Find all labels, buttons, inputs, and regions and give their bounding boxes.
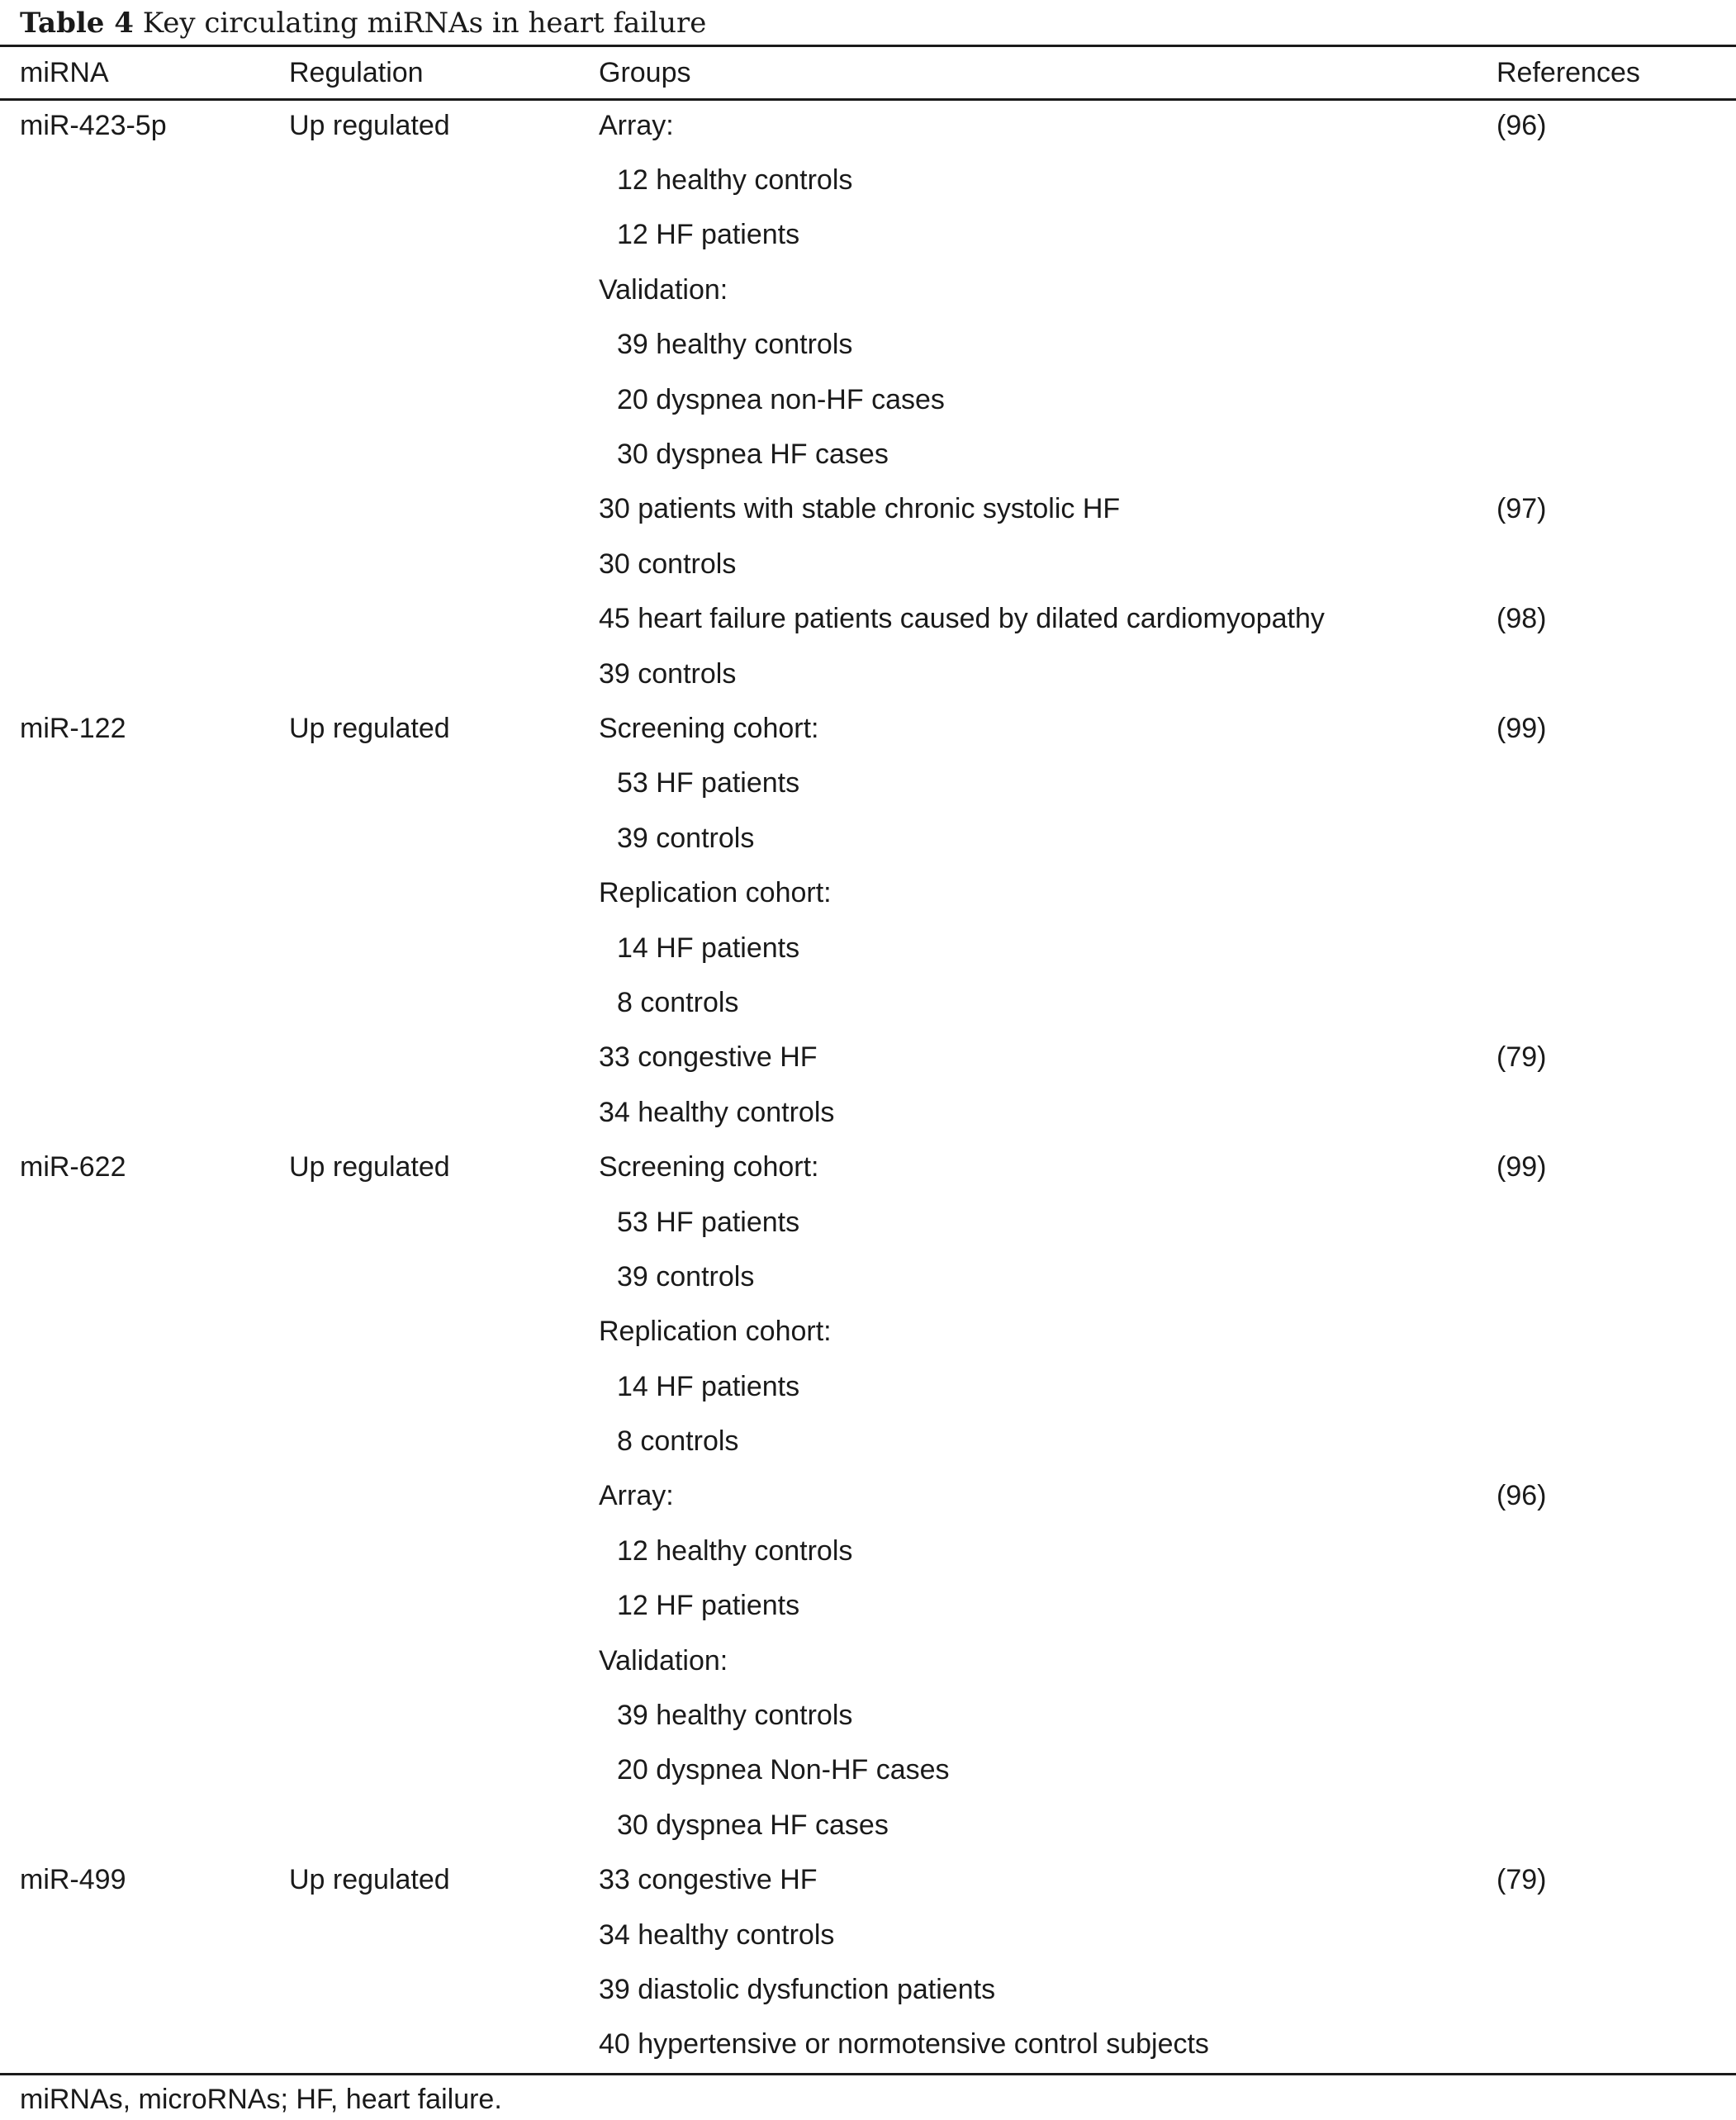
mirna-cell (0, 263, 289, 317)
table-row (0, 482, 1736, 537)
column-header-groups: Groups (599, 56, 691, 88)
reference-cell (1496, 1305, 1736, 1359)
table-row (0, 756, 1736, 811)
mirna-cell (0, 1743, 289, 1798)
regulation-cell (289, 263, 599, 317)
reference-cell: (99) (1496, 1151, 1547, 1183)
reference-cell: (98) (1496, 603, 1547, 635)
regulation-cell: Up regulated (289, 1151, 450, 1183)
mirna-cell (0, 1469, 289, 1524)
regulation-cell (289, 647, 599, 701)
reference-cell (1496, 1908, 1736, 1962)
reference-cell (1496, 372, 1736, 427)
groups-cell: 39 controls (599, 657, 737, 690)
column-header-regulation: Regulation (289, 56, 424, 88)
table-row (0, 1688, 1736, 1743)
reference-cell: (97) (1496, 493, 1547, 525)
mirna-cell: miR-122 (20, 712, 126, 744)
table-row (0, 1140, 1736, 1194)
reference-cell: (99) (1496, 712, 1547, 744)
regulation-cell (289, 1908, 599, 1962)
reference-cell: (79) (1496, 1864, 1547, 1896)
mirna-table (0, 47, 1736, 2072)
mirna-cell: miR-499 (20, 1864, 126, 1896)
reference-cell: (96) (1496, 109, 1547, 141)
mirna-cell (0, 1579, 289, 1634)
mirna-cell (0, 1688, 289, 1743)
table-row (0, 701, 1736, 756)
groups-cell: Replication cohort: (599, 877, 832, 909)
groups-cell: 20 dyspnea Non-HF cases (617, 1754, 950, 1786)
groups-cell: 45 heart failure patients caused by dilated cardiomyopathy (599, 603, 1325, 635)
mirna-cell (0, 1359, 289, 1414)
mirna-cell (0, 318, 289, 372)
table-title: Key circulating miRNAs in heart failure (142, 7, 707, 40)
groups-cell: 40 hypertensive or normotensive control subjects (599, 2028, 1209, 2061)
regulation-cell (289, 1962, 599, 2017)
mirna-cell (0, 592, 289, 647)
groups-cell: 33 congestive HF (599, 1864, 818, 1896)
groups-cell: 30 controls (599, 548, 737, 580)
groups-cell: 30 dyspnea HF cases (617, 1809, 889, 1841)
groups-cell: 12 HF patients (617, 219, 800, 251)
regulation-cell (289, 1250, 599, 1304)
mirna-cell (0, 756, 289, 811)
groups-cell: 30 dyspnea HF cases (617, 439, 889, 471)
groups-cell: 39 diastolic dysfunction patients (599, 1973, 996, 2005)
regulation-cell (289, 1414, 599, 1468)
mirna-cell (0, 537, 289, 591)
regulation-cell (289, 866, 599, 920)
reference-cell (1496, 537, 1736, 591)
groups-cell: 12 HF patients (617, 1590, 800, 1622)
groups-cell: 12 healthy controls (617, 164, 853, 197)
table-row (0, 1085, 1736, 1140)
groups-cell: Validation: (599, 273, 728, 306)
mirna-cell (0, 811, 289, 866)
regulation-cell (289, 2018, 599, 2072)
mirna-cell (0, 1031, 289, 1085)
reference-cell (1496, 1250, 1736, 1304)
table-label: Table 4 (20, 7, 134, 40)
regulation-cell: Up regulated (289, 109, 450, 141)
table-row (0, 263, 1736, 317)
reference-cell (1496, 153, 1736, 207)
reference-cell (1496, 866, 1736, 920)
regulation-cell (289, 592, 599, 647)
groups-cell: 8 controls (617, 986, 739, 1018)
table-row (0, 208, 1736, 263)
table-row (0, 1031, 1736, 1085)
mirna-cell: miR-423-5p (20, 109, 167, 141)
table-row (0, 811, 1736, 866)
groups-cell: Array: (599, 109, 674, 141)
mirna-cell (0, 1962, 289, 2017)
table-row (0, 1195, 1736, 1250)
regulation-cell: Up regulated (289, 1864, 450, 1896)
regulation-cell (289, 372, 599, 427)
bottom-rule (0, 2073, 1736, 2075)
groups-cell: 14 HF patients (617, 932, 800, 964)
mirna-cell (0, 921, 289, 975)
regulation-cell (289, 1634, 599, 1688)
groups-cell: 8 controls (617, 1425, 739, 1458)
table-row (0, 1250, 1736, 1304)
groups-cell: 12 healthy controls (617, 1534, 853, 1567)
regulation-cell (289, 318, 599, 372)
column-header-mirna: miRNA (20, 56, 109, 88)
reference-cell (1496, 263, 1736, 317)
regulation-cell (289, 1195, 599, 1250)
table-row (0, 1908, 1736, 1962)
regulation-cell (289, 1688, 599, 1743)
column-header-references: References (1496, 56, 1640, 88)
regulation-cell (289, 921, 599, 975)
mirna-cell (0, 2018, 289, 2072)
reference-cell (1496, 921, 1736, 975)
mirna-cell (0, 427, 289, 481)
regulation-cell (289, 482, 599, 537)
regulation-cell (289, 975, 599, 1030)
regulation-cell (289, 1469, 599, 1524)
mirna-cell (0, 1634, 289, 1688)
regulation-cell (289, 427, 599, 481)
table-row (0, 318, 1736, 372)
regulation-cell (289, 1359, 599, 1414)
reference-cell (1496, 427, 1736, 481)
table-row (0, 1579, 1736, 1634)
reference-cell (1496, 2018, 1736, 2072)
groups-cell: Replication cohort: (599, 1316, 832, 1348)
reference-cell (1496, 1634, 1736, 1688)
table-row (0, 537, 1736, 591)
table-row (0, 98, 1736, 153)
groups-cell: 34 healthy controls (599, 1918, 835, 1951)
groups-cell: 30 patients with stable chronic systolic HF (599, 493, 1121, 525)
table-row (0, 1469, 1736, 1524)
table-row (0, 1962, 1736, 2017)
mirna-cell (0, 647, 289, 701)
mirna-cell (0, 208, 289, 263)
groups-cell: 33 congestive HF (599, 1041, 818, 1074)
mirna-cell (0, 372, 289, 427)
mirna-cell (0, 1908, 289, 1962)
groups-cell: Screening cohort: (599, 1151, 819, 1183)
mirna-cell (0, 1195, 289, 1250)
mirna-cell (0, 1524, 289, 1578)
reference-cell (1496, 1798, 1736, 1852)
groups-cell: 39 controls (617, 822, 755, 854)
reference-cell (1496, 1962, 1736, 2017)
reference-cell: (79) (1496, 1041, 1547, 1074)
groups-cell: 20 dyspnea non-HF cases (617, 383, 945, 415)
table-row (0, 975, 1736, 1030)
table-body (0, 98, 1736, 2072)
reference-cell (1496, 1085, 1736, 1140)
reference-cell: (96) (1496, 1480, 1547, 1512)
table-row (0, 1359, 1736, 1414)
groups-cell: 14 HF patients (617, 1370, 800, 1402)
table-row (0, 427, 1736, 481)
groups-cell: 53 HF patients (617, 1206, 800, 1238)
groups-cell: Screening cohort: (599, 712, 819, 744)
reference-cell (1496, 1414, 1736, 1468)
reference-cell (1496, 1359, 1736, 1414)
mirna-cell (0, 1085, 289, 1140)
mirna-cell: miR-622 (20, 1151, 126, 1183)
groups-cell: Validation: (599, 1644, 728, 1677)
table-row (0, 2018, 1736, 2072)
groups-cell: 39 healthy controls (617, 1700, 853, 1732)
table-row (0, 866, 1736, 920)
mirna-cell (0, 482, 289, 537)
table-footnote: miRNAs, microRNAs; HF, heart failure. (20, 2084, 502, 2115)
regulation-cell (289, 1031, 599, 1085)
reference-cell (1496, 1579, 1736, 1634)
reference-cell (1496, 1195, 1736, 1250)
groups-cell: 53 HF patients (617, 767, 800, 799)
reference-cell (1496, 1688, 1736, 1743)
mirna-cell (0, 1250, 289, 1304)
header-row (0, 47, 1736, 98)
table-row (0, 153, 1736, 207)
mirna-cell (0, 1798, 289, 1852)
table-row (0, 1524, 1736, 1578)
groups-cell: Array: (599, 1480, 674, 1512)
mirna-cell (0, 153, 289, 207)
mirna-cell (0, 975, 289, 1030)
reference-cell (1496, 647, 1736, 701)
regulation-cell (289, 1305, 599, 1359)
table-row (0, 1743, 1736, 1798)
groups-cell: 39 controls (617, 1260, 755, 1292)
regulation-cell (289, 537, 599, 591)
table-row (0, 921, 1736, 975)
table-row (0, 1305, 1736, 1359)
groups-cell: 39 healthy controls (617, 329, 853, 361)
groups-cell: 34 healthy controls (599, 1096, 835, 1128)
table-row (0, 647, 1736, 701)
mirna-cell (0, 866, 289, 920)
regulation-cell (289, 811, 599, 866)
mirna-cell (0, 1414, 289, 1468)
regulation-cell (289, 1743, 599, 1798)
table-row (0, 1634, 1736, 1688)
reference-cell (1496, 811, 1736, 866)
regulation-cell (289, 153, 599, 207)
regulation-cell (289, 1798, 599, 1852)
table-row (0, 372, 1736, 427)
reference-cell (1496, 756, 1736, 811)
regulation-cell (289, 756, 599, 811)
table-caption (20, 3, 706, 43)
regulation-cell (289, 208, 599, 263)
table-row (0, 1414, 1736, 1468)
mirna-cell (0, 1305, 289, 1359)
reference-cell (1496, 208, 1736, 263)
reference-cell (1496, 1743, 1736, 1798)
reference-cell (1496, 318, 1736, 372)
table-row (0, 1798, 1736, 1852)
regulation-cell (289, 1085, 599, 1140)
regulation-cell (289, 1524, 599, 1578)
table-row (0, 1853, 1736, 1908)
reference-cell (1496, 1524, 1736, 1578)
table-row (0, 592, 1736, 647)
regulation-cell (289, 1579, 599, 1634)
regulation-cell: Up regulated (289, 712, 450, 744)
reference-cell (1496, 975, 1736, 1030)
